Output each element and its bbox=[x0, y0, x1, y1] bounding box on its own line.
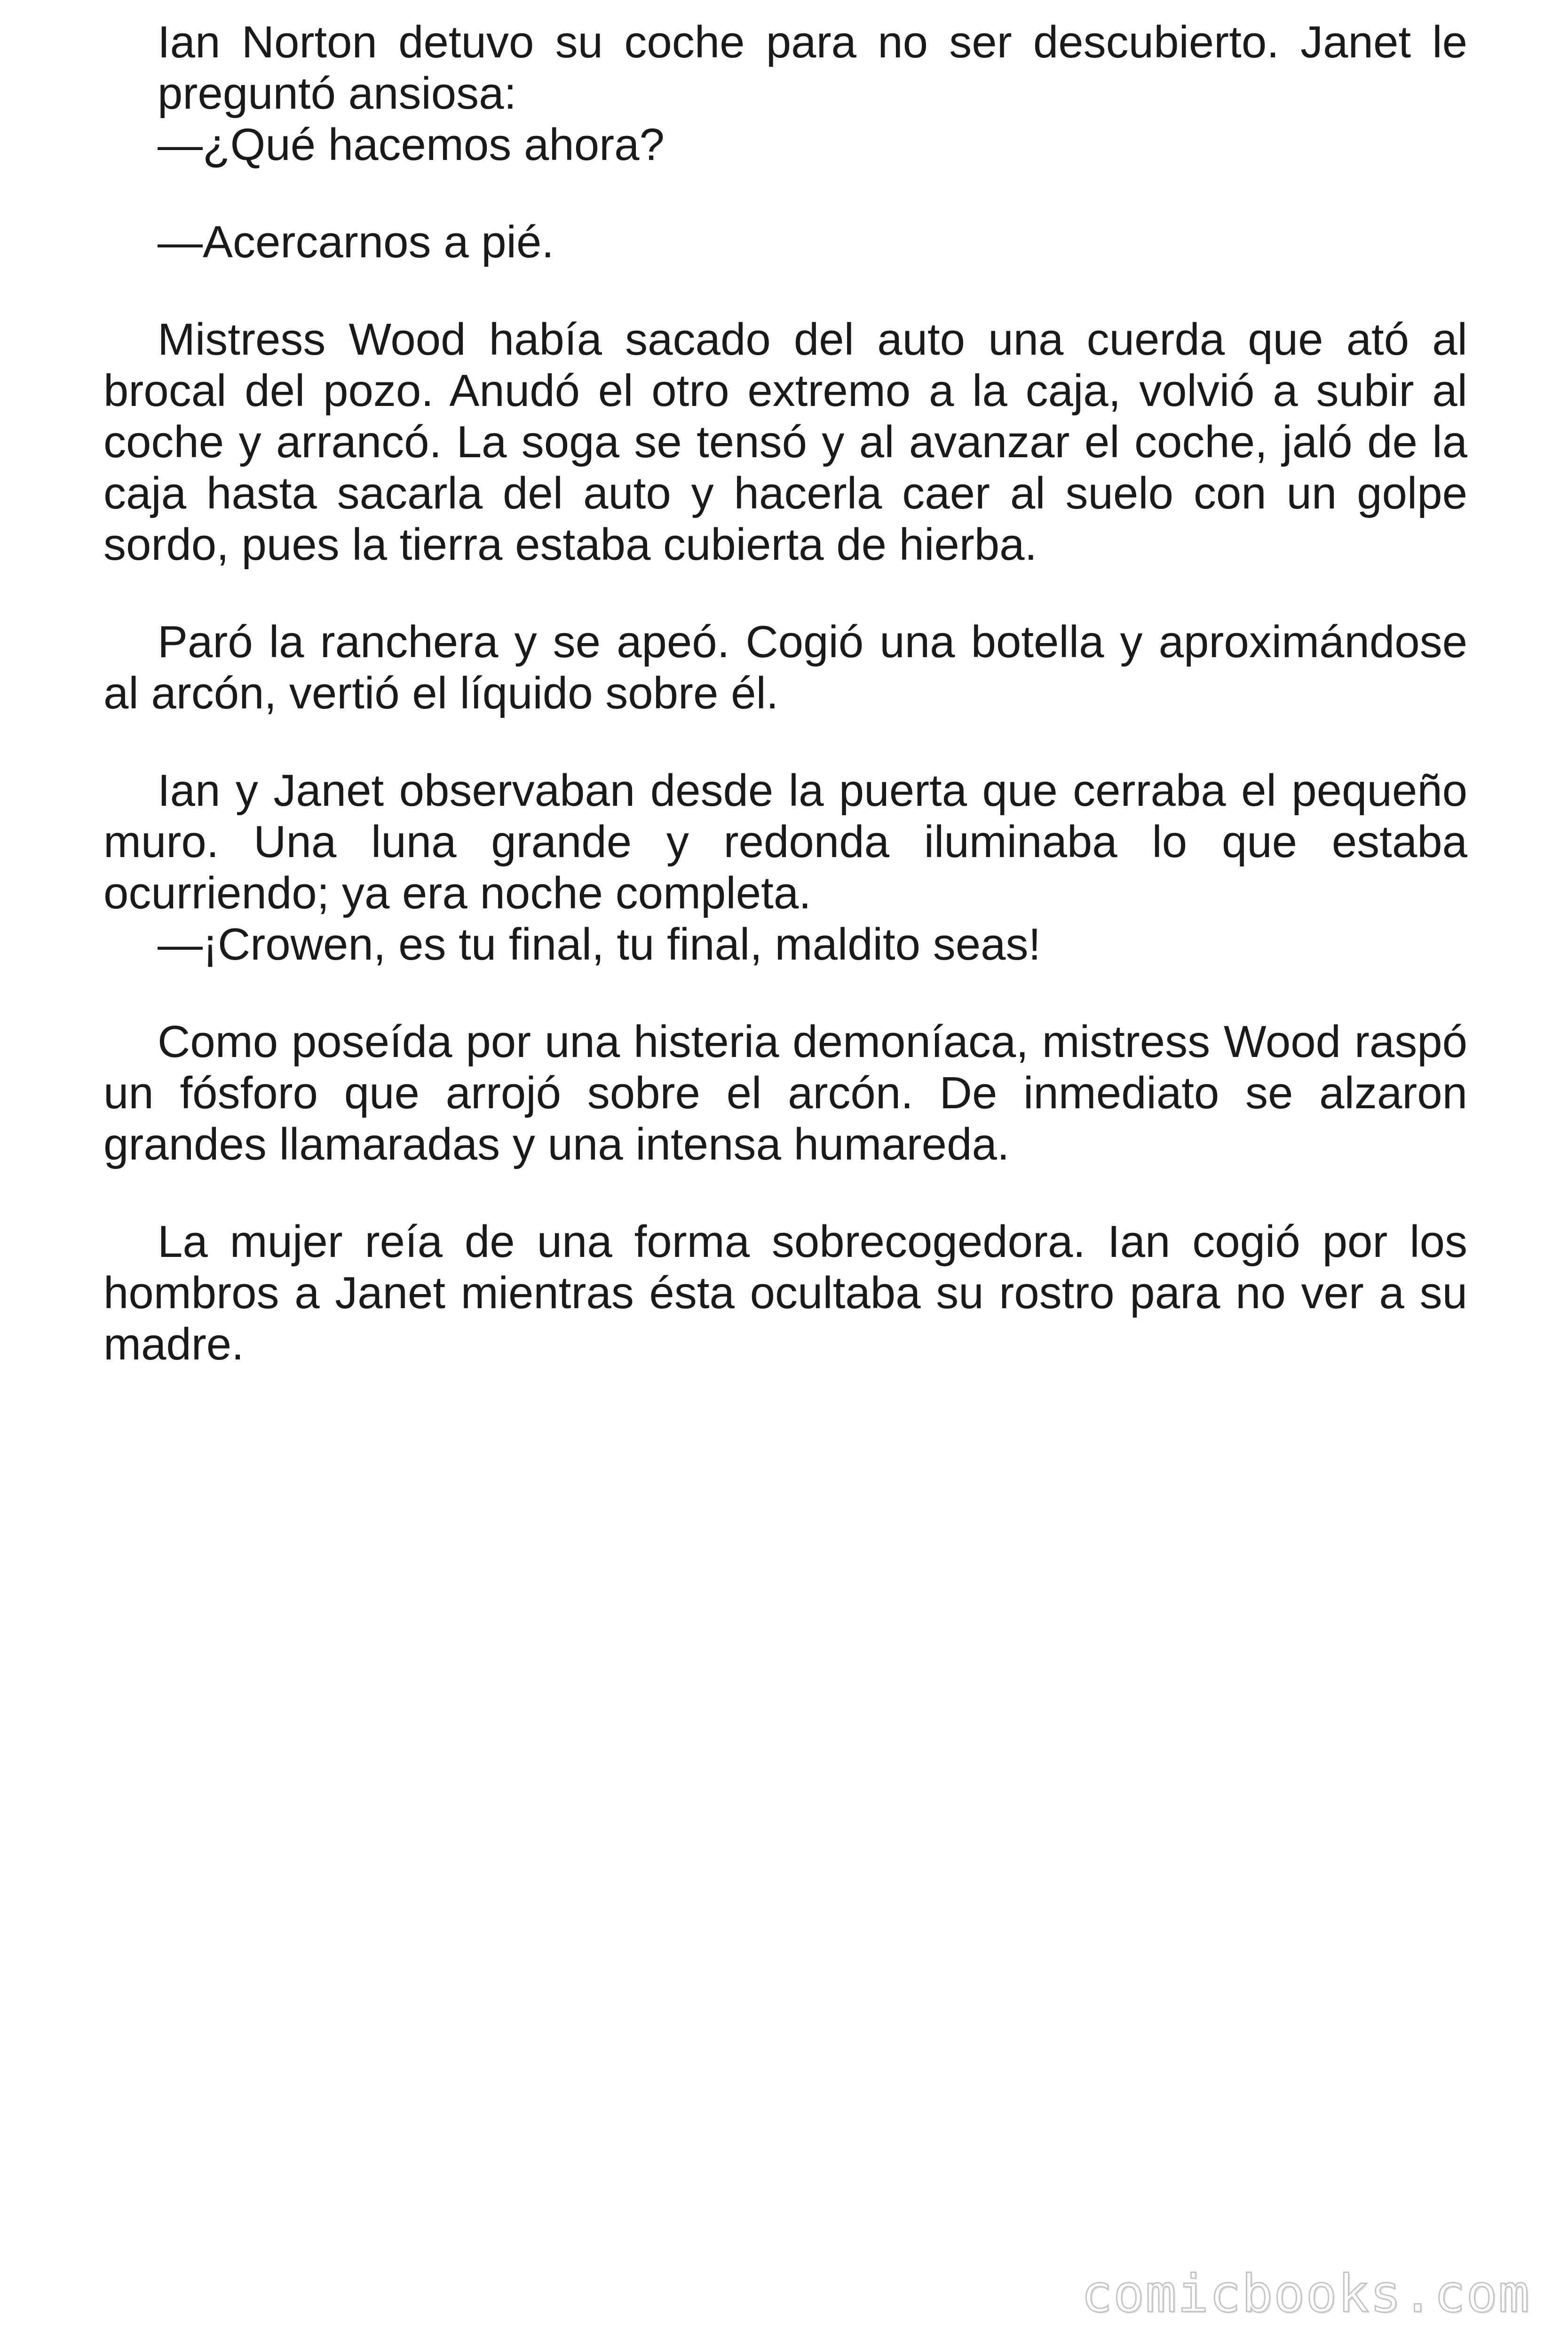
paragraph: Paró la ranchera y se apeó. Cogió una botella y aproximándose al arcón, vertió el líquido sobre él. bbox=[103, 617, 1467, 718]
dialogue-line: —¿Qué hacemos ahora? bbox=[158, 119, 665, 170]
paragraph: Como poseída por una histeria demoníaca, mistress Wood raspó un fósforo que arrojó sobre el arcón. De inmediato se alzaron grandes llamaradas y una intensa humareda. bbox=[103, 1017, 1467, 1169]
dialogue-line: —Acercarnos a pié. bbox=[158, 217, 554, 267]
body-text bbox=[103, 16, 1467, 1370]
paragraph: Ian Norton detuvo su coche para no ser descubierto. Janet le preguntó ansiosa: bbox=[158, 17, 1467, 119]
paragraph: Ian y Janet observaban desde la puerta que cerraba el pequeño muro. Una luna grande y redonda iluminaba lo que estaba ocurriendo; ya era noche completa. bbox=[103, 765, 1467, 918]
paragraph: La mujer reía de una forma sobrecogedora. Ian cogió por los hombros a Janet mientras ésta ocultaba su rostro para no ver a su madre. bbox=[103, 1216, 1467, 1369]
watermark-logo: comicbooks.com bbox=[1081, 2264, 1530, 2324]
paragraph: Mistress Wood había sacado del auto una cuerda que ató al brocal del pozo. Anudó el otro extremo a la caja, volvió a subir al coche y arrancó. La soga se tensó y al avanzar el coche, jaló de la caja hasta sacarla del auto y hacerla caer al suelo con un golpe sordo, pues la tierra estaba cubierta de hierba. bbox=[103, 314, 1467, 570]
dialogue-line: —¡Crowen, es tu final, tu final, maldito seas! bbox=[158, 919, 1041, 969]
